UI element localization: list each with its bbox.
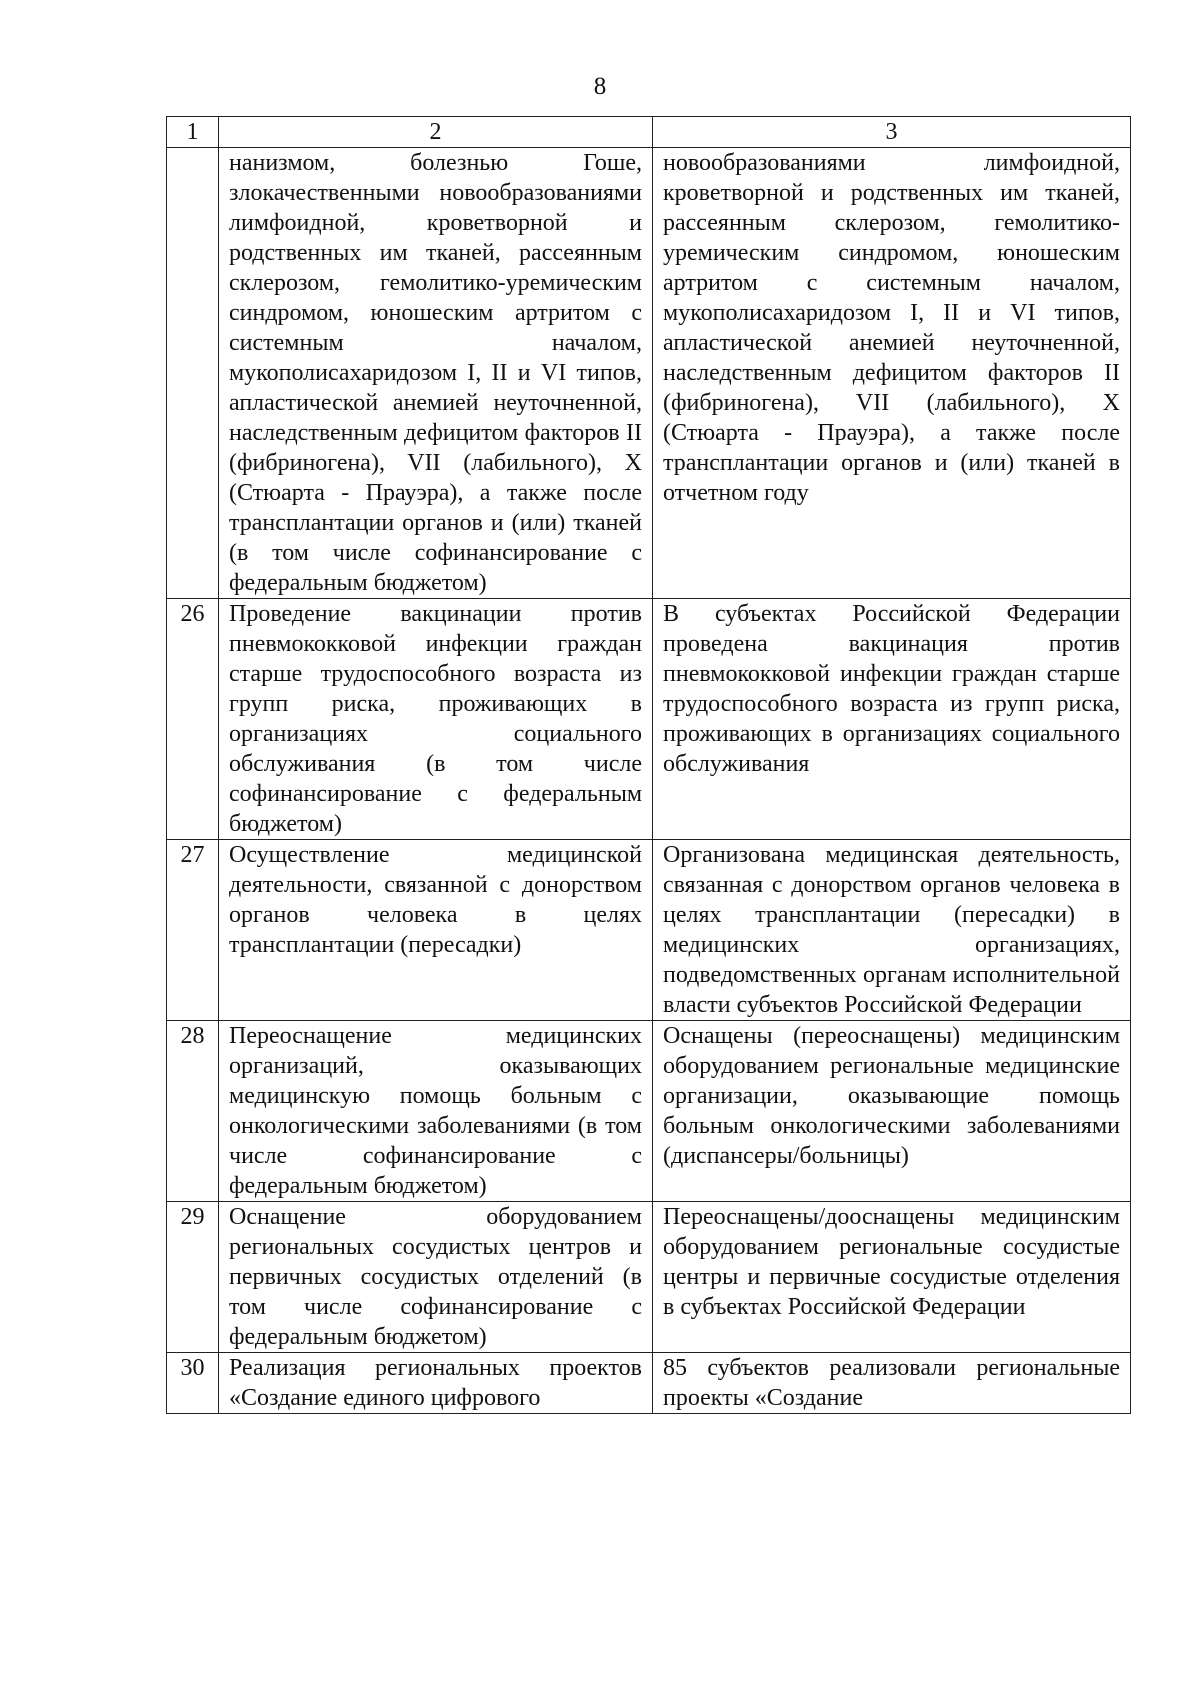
table-row [167,148,1131,599]
row-number [167,148,219,599]
row-number: 28 [167,1021,219,1202]
row-number: 26 [167,599,219,840]
measure-cell: нанизмом, болезнью Гоше, злокачественными новообразованиями лимфоидной, кроветворной и родственных им тканей, рассеянным склерозом, гемолитико-уремическим синдромом, юношеским артритом с системным началом, мукополисахаридозом I, II и VI типов, апластической анемией неуточненной, наследственным дефицитом факторов II (фибриногена), VII (лабильного), X (Стюарта - Прауэра), а также после трансплантации органов и (или) тканей (в том числе софинансирование с федеральным бюджетом) [219,148,653,599]
result-cell: 85 субъектов реализовали региональные проекты «Создание [653,1353,1131,1414]
table-row [167,1021,1131,1202]
table-row [167,840,1131,1021]
result-cell: Организована медицинская деятельность, связанная с донорством органов человека в целях трансплантации (пересадки) в медицинских организациях, подведомственных органам исполнительной власти субъектов Российской Федерации [653,840,1131,1021]
table-row [167,1202,1131,1353]
result-cell: Переоснащены/дооснащены медицинским оборудованием региональные сосудистые центры и первичные сосудистые отделения в субъектах Российской Федерации [653,1202,1131,1353]
measure-cell: Реализация региональных проектов «Создание единого цифрового [219,1353,653,1414]
measure-cell: Оснащение оборудованием региональных сосудистых центров и первичных сосудистых отделений (в том числе софинансирование с федеральным бюджетом) [219,1202,653,1353]
measure-cell: Переоснащение медицинских организаций, оказывающих медицинскую помощь больным с онкологическими заболеваниями (в том числе софинансирование с федеральным бюджетом) [219,1021,653,1202]
table-row [167,1353,1131,1414]
row-number: 29 [167,1202,219,1353]
header-col-3: 3 [653,117,1131,148]
header-col-1: 1 [167,117,219,148]
result-cell: В субъектах Российской Федерации проведена вакцинация против пневмококковой инфекции граждан старше трудоспособного возраста из групп риска, проживающих в организациях социального обслуживания [653,599,1131,840]
measures-table [166,116,1131,1414]
row-number: 27 [167,840,219,1021]
page-number: 8 [593,73,607,100]
measure-cell: Осуществление медицинской деятельности, связанной с донорством органов человека в целях трансплантации (пересадки) [219,840,653,1021]
table-row [167,599,1131,840]
measure-cell: Проведение вакцинации против пневмококковой инфекции граждан старше трудоспособного возраста из групп риска, проживающих в организациях социального обслуживания (в том числе софинансирование с федеральным бюджетом) [219,599,653,840]
header-col-2: 2 [219,117,653,148]
row-number: 30 [167,1353,219,1414]
result-cell: Оснащены (переоснащены) медицинским оборудованием региональные медицинские организации, оказывающие помощь больным онкологическими заболеваниями (диспансеры/больницы) [653,1021,1131,1202]
table-header-row [167,117,1131,148]
result-cell: новообразованиями лимфоидной, кроветворной и родственных им тканей, рассеянным склерозом, гемолитико-уремическим синдромом, юношеским артритом с системным началом, мукополисахаридозом I, II и VI типов, апластической анемией неуточненной, наследственным дефицитом факторов II (фибриногена), VII (лабильного), X (Стюарта - Прауэра), а также после трансплантации органов и (или) тканей в отчетном году [653,148,1131,599]
